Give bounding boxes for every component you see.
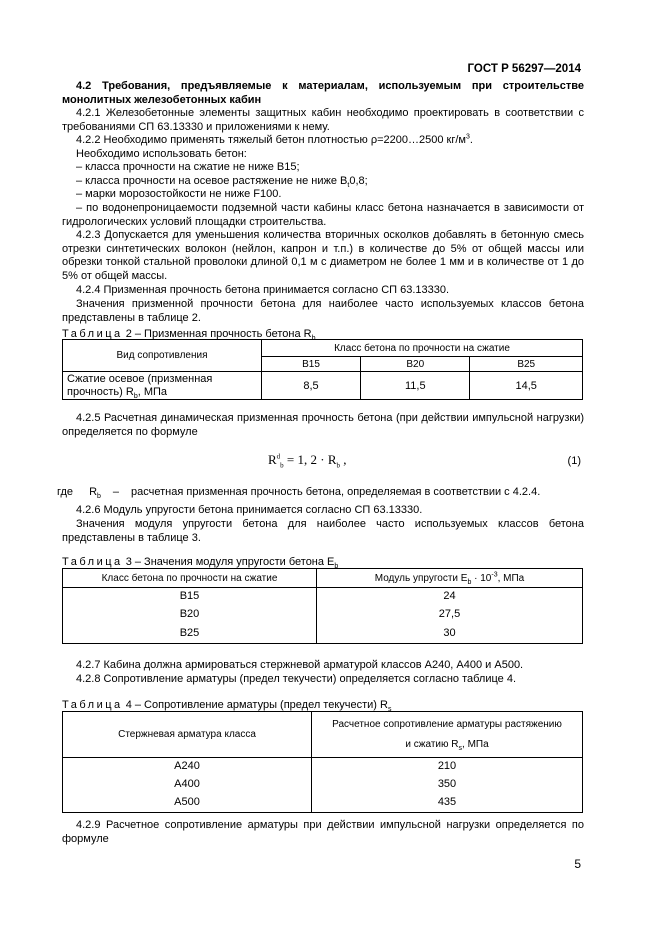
table-2-value: 8,5 (262, 372, 361, 400)
table-2-value: 14,5 (470, 372, 583, 400)
table-word: Таблица (62, 556, 123, 568)
para-4-2-2-tail: . (469, 134, 473, 146)
requirement-item: – марки морозостойкости не ниже F100. (76, 188, 282, 200)
table-3-value: 30 (317, 623, 583, 644)
table-4-caption (62, 699, 392, 714)
table-2-value: 11,5 (361, 372, 470, 400)
where-symbol: R (89, 486, 98, 498)
table-4 (62, 711, 583, 813)
caption-subscript: s (387, 706, 392, 714)
row-label-text: Сжатие осевое (призменная прочность) R (67, 372, 213, 398)
table-4-class: А400 (63, 775, 312, 793)
table-4-header-rebar-class: Стержневая арматура класса (63, 712, 312, 758)
row-label-subscript: b (133, 392, 138, 400)
caption-subscript: b (334, 563, 339, 571)
table-4-value: 350 (312, 775, 583, 793)
para-4-2-4: 4.2.4 Призменная прочность бетона принимается согласно СП 63.13330. (76, 284, 450, 296)
table-2 (62, 339, 583, 400)
modulus-header-exponent: -3 (491, 571, 498, 579)
table-word: Таблица (62, 328, 123, 340)
para-4-2-8: 4.2.8 Сопротивление арматуры (предел текучести) определяется согласно таблице 4. (76, 673, 517, 685)
document-code: ГОСТ Р 56297—2014 (467, 63, 581, 75)
formula-1 (268, 452, 347, 468)
modulus-header-unit: , МПа (497, 572, 525, 584)
table-4-value: 210 (312, 758, 583, 775)
resistance-header-line-1: Расчетное сопротивление арматуры растяжению (332, 718, 562, 730)
para-4-2-2-text: 4.2.2 Необходимо применять тяжелый бетон плотностью ρ=2200…2500 кг/м (76, 134, 466, 146)
table-3-value: 24 (317, 588, 583, 605)
para-4-2-6-table-ref: Значения модуля упругости бетона для наиболее часто используемых классов бетона представлены в таблице 3. (62, 518, 584, 544)
table-2-class-b25: В25 (470, 357, 583, 372)
table-3-class: В20 (63, 605, 317, 623)
table-2-class-b20: В20 (361, 357, 470, 372)
formula-lhs-subscript: b (280, 461, 284, 470)
para-4-2-6: 4.2.6 Модуль упругости бетона принимается согласно СП 63.13330. (76, 504, 423, 516)
where-dash: – (112, 486, 120, 498)
where-definition: расчетная призменная прочность бетона, определяемая в соответствии с 4.2.4. (131, 486, 541, 498)
section-title: 4.2 Требования, предъявляемые к материалам, используемым при строительстве монолитных железобетонных кабин (62, 80, 584, 106)
modulus-header-mid: · 10 (471, 572, 492, 584)
table-3-header-class: Класс бетона по прочности на сжатие (63, 569, 317, 588)
page-number: 5 (574, 857, 581, 871)
row-label-unit: , МПа (137, 385, 168, 398)
resistance-header-unit: , МПа (462, 738, 489, 750)
table-4-class: А240 (63, 758, 312, 775)
para-4-2-9: 4.2.9 Расчетное сопротивление арматуры при действии импульсной нагрузки определяется по формуле (62, 819, 584, 845)
para-4-2-5: 4.2.5 Расчетная динамическая призменная прочность бетона (при действии импульсной нагрузки) определяется по формуле (62, 412, 584, 438)
table-3 (62, 568, 583, 644)
para-4-2-1: 4.2.1 Железобетонные элементы защитных кабин необходимо проектировать в соответствии с требованиями СП 63.13330 и приложениями к нему. (62, 107, 584, 133)
table-2-class-b15: В15 (262, 357, 361, 372)
table-3-header-modulus (317, 569, 583, 588)
para-4-2-3: 4.2.3 Допускается для уменьшения количества вторичных осколков добавлять в бетонную смесь отрезки синтетических волокон (нейлон, капрон и т.п.) в количестве до 5% от общей массы или обрезки тонкой стальной проволоки длиной 0,1 м с диаметром не более 1 мм и в количестве от 1 до 5% от общей массы. (62, 229, 584, 282)
tension-class-subscript: t (347, 182, 350, 190)
where-clause (57, 486, 541, 501)
formula-rhs: = 1, 2 · R (286, 452, 337, 467)
table-3-value: 27,5 (317, 605, 583, 623)
formula-lhs-superscript: d (276, 452, 281, 461)
requirement-item (62, 175, 584, 189)
caption-subscript: b (311, 335, 316, 343)
concrete-intro: Необходимо использовать бетон: (76, 148, 247, 160)
resistance-header-line-2: и сжатию R (405, 738, 459, 750)
requirement-value: 0,8; (349, 175, 368, 187)
resistance-header-subscript: s (458, 744, 463, 752)
table-3-class: В25 (63, 623, 317, 644)
para-4-2-7: 4.2.7 Кабина должна армироваться стержневой арматурой классов А240, А400 и А500. (76, 659, 524, 671)
table-3-caption (62, 556, 339, 571)
requirement-item: – по водонепроницаемости подземной части кабины класс бетона назначается в зависимости от гидрологических условий площадки строительства. (62, 202, 584, 228)
requirement-text: – класса прочности на осевое растяжение не ниже В (76, 175, 348, 187)
para-4-2-4-table-ref: Значения призменной прочности бетона для наиболее часто используемых классов бетона представлены в таблице 2. (62, 298, 584, 324)
table-3-caption-text: 3 – Значения модуля упругости бетона Е (122, 556, 335, 568)
where-word: где (57, 486, 74, 498)
table-4-header-resistance (312, 712, 583, 758)
where-symbol-subscript: b (97, 493, 101, 501)
table-4-class: А500 (63, 793, 312, 813)
table-word: Таблица (62, 699, 123, 711)
equation-number: (1) (567, 455, 581, 467)
para-4-2-2 (62, 134, 584, 148)
requirement-item: – класса прочности на сжатие не ниже В15; (76, 161, 300, 173)
table-3-class: В15 (63, 588, 317, 605)
table-2-header-class-group: Класс бетона по прочности на сжатие (262, 340, 583, 357)
table-2-header-resistance: Вид сопротивления (63, 340, 262, 372)
table-2-row-label (63, 372, 262, 400)
modulus-header-subscript: b (467, 578, 472, 586)
modulus-header-text: Модуль упругости E (374, 572, 468, 584)
table-4-value: 435 (312, 793, 583, 813)
table-4-caption-text: 4 – Сопротивление арматуры (предел текучести) R (122, 699, 388, 711)
table-2-caption-text: 2 – Призменная прочность бетона R (122, 328, 312, 340)
density-unit-exponent: 3 (465, 133, 470, 141)
formula-lhs: R (268, 452, 277, 467)
formula-tail: , (340, 452, 347, 467)
formula-rhs-subscript: b (336, 461, 341, 470)
